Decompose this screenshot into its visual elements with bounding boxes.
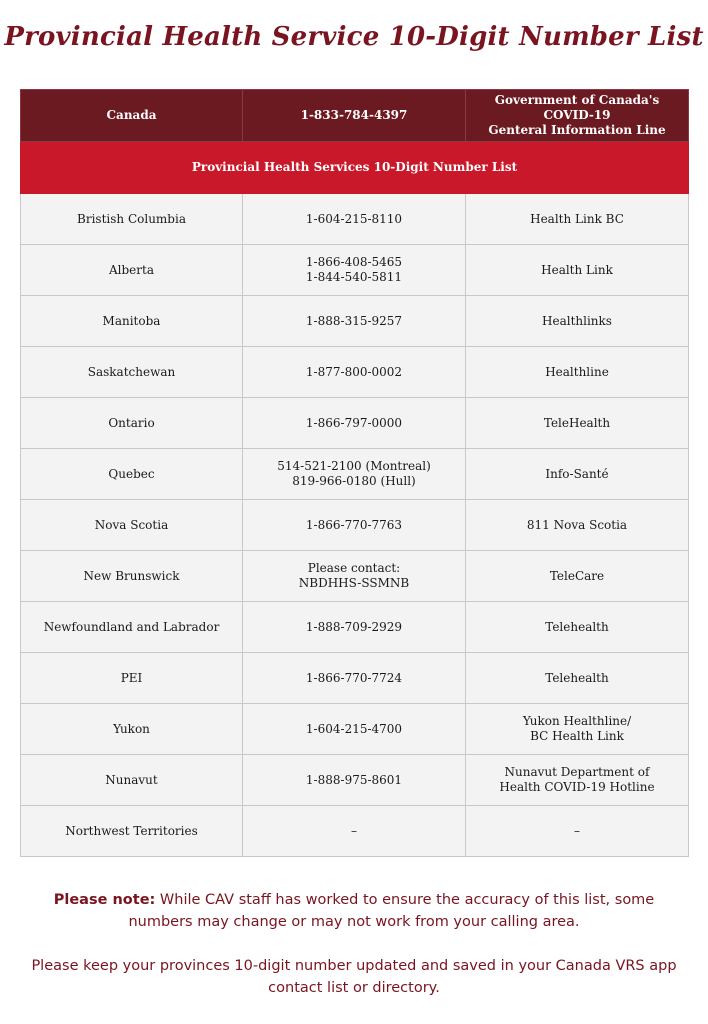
table-row xyxy=(21,755,689,806)
table-row xyxy=(21,194,689,245)
table-row xyxy=(21,653,689,704)
province-cell: Quebec xyxy=(21,449,243,500)
table-header-row xyxy=(21,90,689,142)
table-row xyxy=(21,449,689,500)
number-cell: 1-866-770-7763 xyxy=(243,500,466,551)
number-cell: 1-604-215-4700 xyxy=(243,704,466,755)
service-cell: Nunavut Department of Health COVID-19 Hotline xyxy=(466,755,689,806)
service-cell: Healthlinks xyxy=(466,296,689,347)
notes xyxy=(20,889,688,1021)
header-canada: Canada xyxy=(21,90,243,142)
province-cell: New Brunswick xyxy=(21,551,243,602)
service-cell: Telehealth xyxy=(466,653,689,704)
number-cell: 1-604-215-8110 xyxy=(243,194,466,245)
number-cell: 1-866-408-5465 1-844-540-5811 xyxy=(243,245,466,296)
table-row xyxy=(21,602,689,653)
province-cell: Ontario xyxy=(21,398,243,449)
province-cell: Yukon xyxy=(21,704,243,755)
province-cell: PEI xyxy=(21,653,243,704)
province-cell: Manitoba xyxy=(21,296,243,347)
service-cell: TeleCare xyxy=(466,551,689,602)
number-cell: 1-888-315-9257 xyxy=(243,296,466,347)
note-label: Please note: xyxy=(53,892,156,908)
province-cell: Northwest Territories xyxy=(21,806,243,857)
table-row xyxy=(21,704,689,755)
service-cell: TeleHealth xyxy=(466,398,689,449)
table-row xyxy=(21,398,689,449)
province-cell: Newfoundland and Labrador xyxy=(21,602,243,653)
province-cell: Nunavut xyxy=(21,755,243,806)
number-cell: 1-877-800-0002 xyxy=(243,347,466,398)
service-cell: Telehealth xyxy=(466,602,689,653)
service-cell: Healthline xyxy=(466,347,689,398)
service-cell: – xyxy=(466,806,689,857)
province-cell: Nova Scotia xyxy=(21,500,243,551)
number-cell: 1-888-975-8601 xyxy=(243,755,466,806)
number-cell: Please contact: NBDHHS-SSMNB xyxy=(243,551,466,602)
province-cell: Bristish Columbia xyxy=(21,194,243,245)
table-row xyxy=(21,347,689,398)
header-canada-number: 1-833-784-4397 xyxy=(243,90,466,142)
section-row xyxy=(21,142,689,194)
reminder-note: Please keep your provinces 10-digit number updated and saved in your Canada VRS app contact list or directory. xyxy=(31,958,677,996)
number-table xyxy=(20,89,689,857)
number-cell: 514-521-2100 (Montreal) 819-966-0180 (Hull) xyxy=(243,449,466,500)
service-cell: Info-Santé xyxy=(466,449,689,500)
service-cell: Health Link BC xyxy=(466,194,689,245)
number-cell: – xyxy=(243,806,466,857)
table-row xyxy=(21,500,689,551)
number-cell: 1-866-770-7724 xyxy=(243,653,466,704)
table-row xyxy=(21,296,689,347)
table-row xyxy=(21,245,689,296)
table-row xyxy=(21,806,689,857)
header-line-name: Government of Canada's COVID-19 Genteral Information Line xyxy=(466,90,689,142)
service-cell: 811 Nova Scotia xyxy=(466,500,689,551)
page-title: Provincial Health Service 10-Digit Number List xyxy=(4,22,704,52)
section-title: Provincial Health Services 10-Digit Number List xyxy=(21,142,689,194)
accuracy-note xyxy=(20,889,688,933)
province-cell: Alberta xyxy=(21,245,243,296)
province-cell: Saskatchewan xyxy=(21,347,243,398)
service-cell: Health Link xyxy=(466,245,689,296)
table-row xyxy=(21,551,689,602)
number-cell: 1-888-709-2929 xyxy=(243,602,466,653)
number-cell: 1-866-797-0000 xyxy=(243,398,466,449)
service-cell: Yukon Healthline/ BC Health Link xyxy=(466,704,689,755)
note-text: While CAV staff has worked to ensure the accuracy of this list, some numbers may change or may not work from your calling area. xyxy=(128,892,655,930)
